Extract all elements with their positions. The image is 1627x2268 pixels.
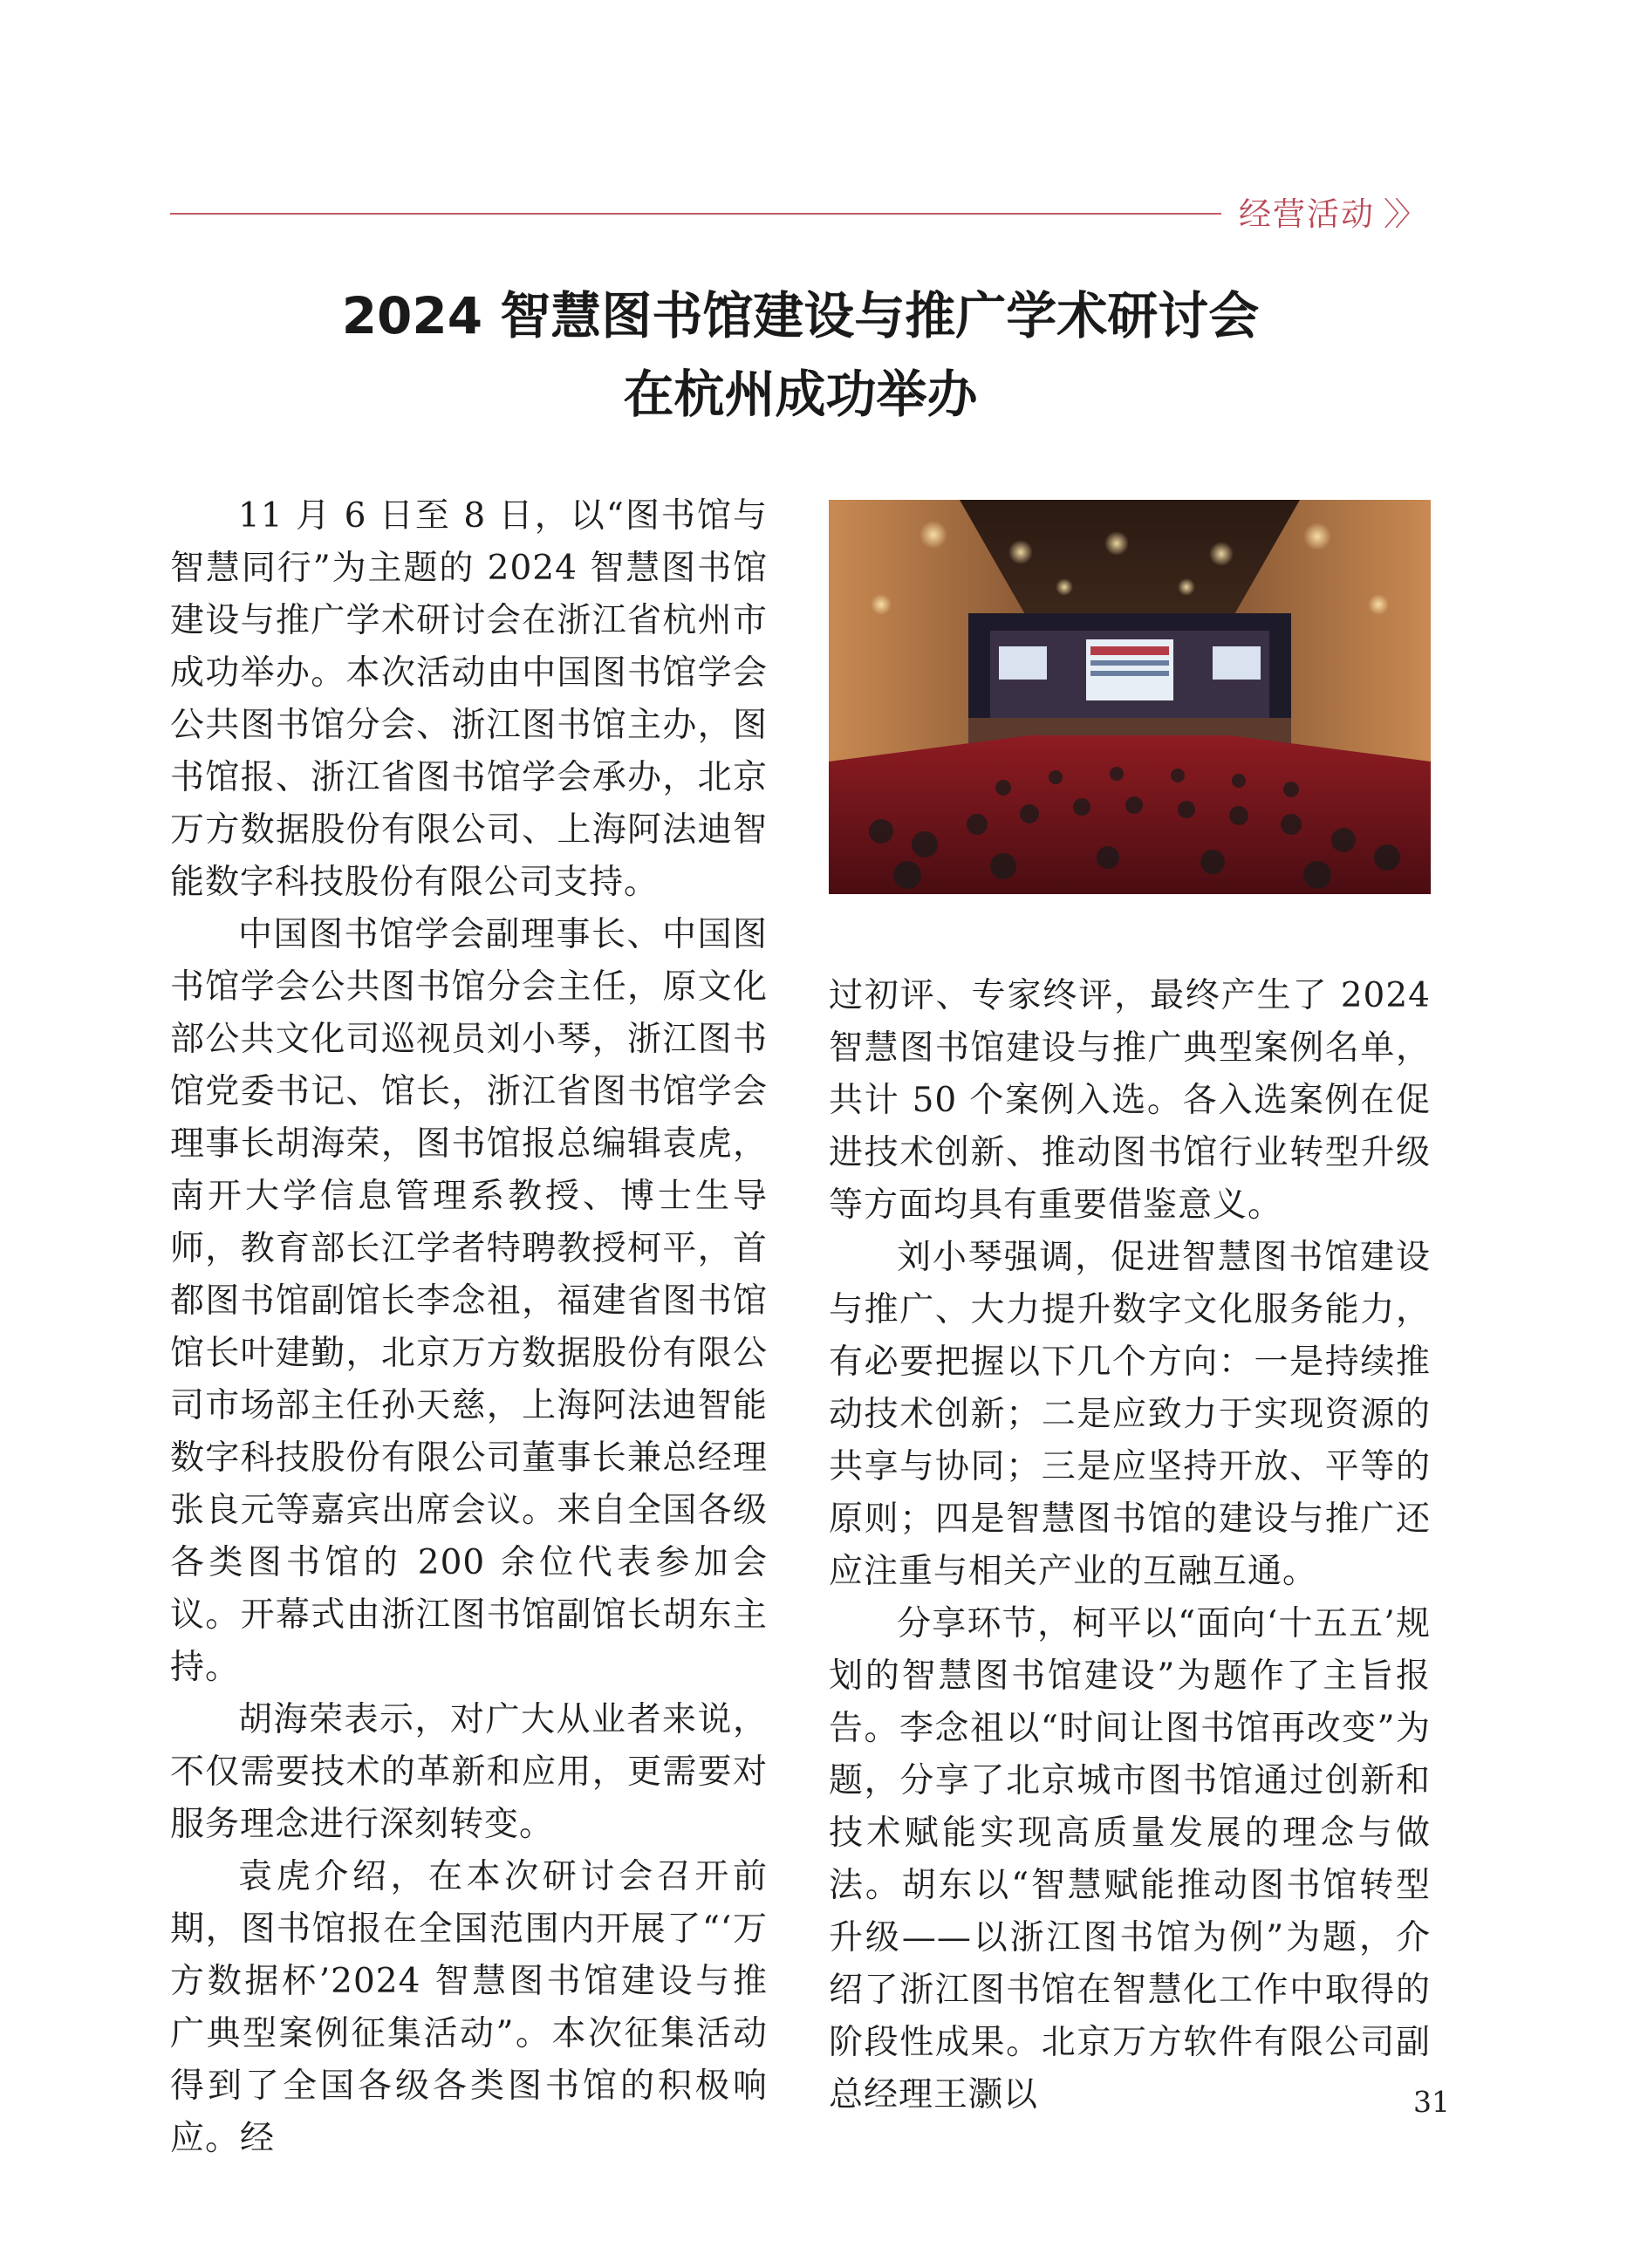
paragraph: 胡海荣表示，对广大从业者来说，不仅需要技术的革新和应用，更需要对服务理念进行深刻转变。 [170,1700,768,1844]
paragraph: 袁虎介绍，在本次研讨会召开前期，图书馆报在全国范围内开展了“‘万方数据杯’2024 智慧图书馆建设与推广典型案例征集活动”。本次征集活动得到了全国各级各类图书馆的积极响应。经 [170,1857,768,2158]
header-rule [170,213,1221,215]
paragraph: 11 月 6 日至 8 日，以“图书馆与智慧同行”为主题的 2024 智慧图书馆建设与推广学术研讨会在浙江省杭州市成功举办。本次活动由中国图书馆学会公共图书馆分会、浙江图书馆主办，图书馆报、浙江省图书馆学会承办，北京万方数据股份有限公司、上海阿法迪智能数字科技股份有限公司支持。 [170,496,768,902]
conference-hall-photo [829,500,1431,894]
paragraph-continuation: 过初评、专家终评，最终产生了 2024 智慧图书馆建设与推广典型案例名单，共计 50 个案例入选。各入选案例在促进技术创新、推动图书馆行业转型升级等方面均具有重要借鉴意义。 [829,976,1431,1225]
left-column [170,490,768,2158]
paragraph: 刘小琴强调，促进智慧图书馆建设与推广、大力提升数字文化服务能力，有必要把握以下几个方向：一是持续推动技术创新；二是应致力于实现资源的共享与协同；三是应坚持开放、平等的原则；四是智慧图书馆的建设与推广还应注重与相关产业的互融互通。 [829,1238,1431,1591]
chevron-right-icon: 〉〉 [1384,195,1422,233]
section-label [1239,190,1422,239]
paragraph: 分享环节，柯平以“面向‘十五五’规划的智慧图书馆建设”为题作了主旨报告。李念祖以“时间让图书馆再改变”为题，分享了北京城市图书馆通过创新和技术赋能实现高质量发展的理念与做法。胡东以“智慧赋能推动图书馆转型升级——以浙江图书馆为例”为题，介绍了浙江图书馆在智慧化工作中取得的阶段性成果。北京万方软件有限公司副总经理王灏以 [829,1604,1431,2114]
article-title-line-1: 2024 智慧图书馆建设与推广学术研讨会 [341,286,1260,345]
article-title-line-2: 在杭州成功举办 [623,365,978,424]
right-column [829,970,1431,2114]
paragraph: 中国图书馆学会副理事长、中国图书馆学会公共图书馆分会主任，原文化部公共文化司巡视员刘小琴，浙江图书馆党委书记、馆长，浙江省图书馆学会理事长胡海荣，图书馆报总编辑袁虎，南开大学信息管理系教授、博士生导师，教育部长江学者特聘教授柯平，首都图书馆副馆长李念祖，福建省图书馆馆长叶建勤，北京万方数据股份有限公司市场部主任孙天慈，上海阿法迪智能数字科技股份有限公司董事长兼总经理张良元等嘉宾出席会议。来自全国各级各类图书馆的 200 余位代表参加会议。开幕式由浙江图书馆副馆长胡东主持。 [170,915,768,1687]
section-label-text: 经营活动 [1239,195,1375,233]
page-number: 31 [1413,2085,1450,2119]
